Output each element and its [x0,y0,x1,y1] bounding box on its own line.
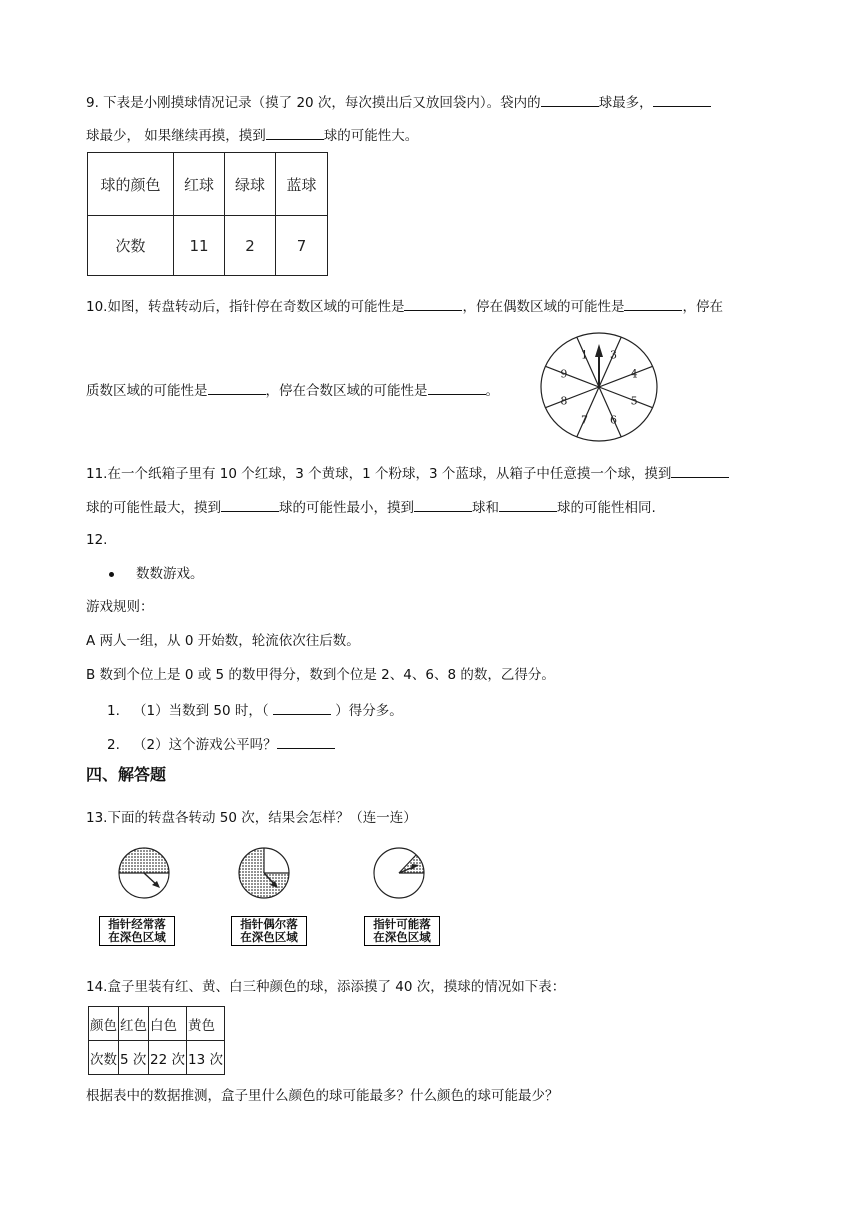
q14-text: 14.盒子里装有红、黄、白三种颜色的球，添添摸了 40 次，摸球的情况如下表： [86,979,566,995]
q9-ball-table [87,152,328,276]
spinner-number: 3 [610,348,617,362]
spinner-half-shaded [119,848,169,898]
answer-blank[interactable] [404,296,462,311]
answer-blank[interactable] [499,497,557,512]
answer-blank[interactable] [428,380,486,395]
q12-sub1: 1. （1）当数到 50 时，（ ）得分多。 [107,700,403,720]
q10-spinner [538,330,662,446]
answer-blank[interactable] [221,497,279,512]
bullet-icon [109,572,114,577]
q12-rules-title: 游戏规则： [86,599,154,615]
q10-line1: 10.如图，转盘转动后，指针停在奇数区域的可能性是 ，停在偶数区域的可能性是 ，停在 [86,296,723,316]
q13-spinners-figure [86,838,452,962]
answer-blank[interactable] [277,734,335,749]
q13-spinners [86,838,452,918]
spinner-number: 7 [581,413,588,427]
caption-possibly[interactable]: 指针可能落 在深色区域 [364,916,440,946]
q13-text: 13.下面的转盘各转动 50 次，结果会怎样？（连一连） [86,810,417,826]
answer-blank[interactable] [414,497,472,512]
q11-line1: 11.在一个纸箱子里有 10 个红球，3 个黄球，1 个粉球，3 个蓝球，从箱子中任意摸一个球，摸到 [86,463,729,483]
q9-line1: 9. 下表是小刚摸球情况记录（摸了 20 次，每次摸出后又放回袋内）。袋内的 球最多， [86,92,711,112]
spinner-mostly-shaded [239,848,289,898]
answer-blank[interactable] [671,463,729,478]
answer-blank[interactable] [273,700,331,715]
q12-bullet-item: 数数游戏。 [109,565,204,583]
q11-line2: 球的可能性最大，摸到 球的可能性最小，摸到 球和 球的可能性相同. [86,497,656,517]
spinner-number: 5 [630,394,638,408]
spinner-number: 1 [581,348,588,362]
caption-often[interactable]: 指针经常落 在深色区域 [99,916,175,946]
q9-line2: 球最少， 如果继续再摸，摸到 球的可能性大。 [86,125,418,145]
q14-question: 根据表中的数据推测，盒子里什么颜色的球可能最多？什么颜色的球可能最少？ [86,1088,559,1104]
table-row: 球的颜色 红球 绿球 蓝球 [88,153,328,216]
answer-blank[interactable] [541,92,599,107]
table-row: 次数 5 次 22 次 13 次 [89,1041,225,1075]
spinner-number: 9 [560,367,568,381]
caption-occasionally[interactable]: 指针偶尔落 在深色区域 [231,916,307,946]
table-row: 颜色 红色 白色 黄色 [89,1007,225,1041]
table-row: 次数 11 2 7 [88,216,328,276]
q10-line2: 质数区域的可能性是 ，停在合数区域的可能性是 。 [86,380,499,400]
spinner-number: 4 [630,367,638,381]
q12-number: 12. [86,532,108,548]
spinner-small-shaded [374,848,424,898]
answer-blank[interactable] [624,296,682,311]
q12-rule-b: B 数到个位上是 0 或 5 的数甲得分，数到个位是 2、4、6、8 的数，乙得分。 [86,667,555,683]
answer-blank[interactable] [208,380,266,395]
spinner-number: 6 [610,413,617,427]
answer-blank[interactable] [266,125,324,140]
q12-sub2: 2. （2）这个游戏公平吗？ [107,734,335,754]
spinner-number: 8 [560,394,568,408]
answer-blank[interactable] [653,92,711,107]
section-heading: 四、解答题 [86,765,167,784]
q14-color-table [88,1006,225,1075]
q12-rule-a: A 两人一组，从 0 开始数，轮流依次往后数。 [86,633,360,649]
